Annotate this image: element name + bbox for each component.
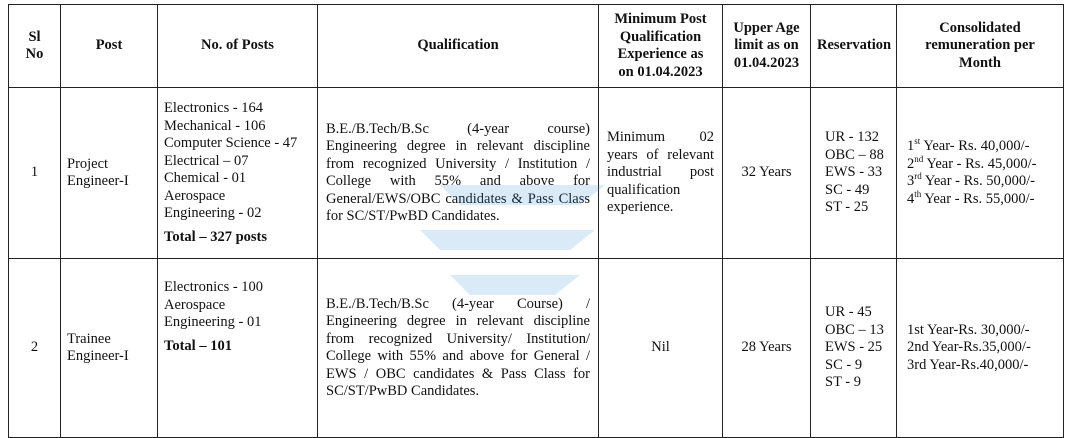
qualification-cell: B.E./B.Tech/B.Sc (4-year Course) / Engineering degree in relevant discipline from recognized University/ Institution/ College with 55% and above for General / EWS / OBC candidates & Pass Class for SC/ST/PwBD Candidates. xyxy=(318,259,599,438)
header-post: Post xyxy=(61,5,158,88)
posts-cell: Electronics - 100 Aerospace Engineering - 01 Total – 101 xyxy=(158,259,318,438)
recruitment-table xyxy=(8,4,1064,438)
table-row xyxy=(9,259,1064,438)
header-row xyxy=(9,5,1064,88)
post-cell: Trainee Engineer-I xyxy=(61,259,158,438)
header-remuneration: Consolidated remuneration per Month xyxy=(897,5,1064,88)
reservation-cell: UR - 132 OBC – 88 EWS - 33 SC - 49 ST - 25 xyxy=(811,88,897,259)
table-row xyxy=(9,88,1064,259)
age-cell: 32 Years xyxy=(723,88,811,259)
header-no-of-posts: No. of Posts xyxy=(158,5,318,88)
sl-no-cell: 2 xyxy=(9,259,61,438)
header-sl-no: Sl No xyxy=(9,5,61,88)
experience-cell: Minimum 02 years of relevant industrial post qualification experience. xyxy=(599,88,723,259)
experience-cell: Nil xyxy=(599,259,723,438)
remuneration-cell: 1st Year-Rs. 30,000/- 2nd Year-Rs.35,000/- 3rd Year-Rs.40,000/- xyxy=(897,259,1064,438)
age-cell: 28 Years xyxy=(723,259,811,438)
posts-cell: Electronics - 164 Mechanical - 106 Computer Science - 47 Electrical – 07 Chemical - 01 Aerospace Engineering - 02 Total – 327 posts xyxy=(158,88,318,259)
header-experience: Minimum Post Qualification Experience as on 01.04.2023 xyxy=(599,5,723,88)
qualification-cell: B.E./B.Tech/B.Sc (4-year course) Engineering degree in relevant discipline from recognized University / Institution / College with 55% and above for General/EWS/OBC candidates & Pass Class for SC/ST/PwBD Candidates. xyxy=(318,88,599,259)
header-upper-age: Upper Age limit as on 01.04.2023 xyxy=(723,5,811,88)
total-posts: Total – 327 posts xyxy=(164,228,268,245)
post-cell: Project Engineer-I xyxy=(61,88,158,259)
header-reservation: Reservation xyxy=(811,5,897,88)
sl-no-cell: 1 xyxy=(9,88,61,259)
remuneration-cell: 1st Year- Rs. 40,000/- 2nd Year - Rs. 45,000/- 3rd Year - Rs. 50,000/- 4th Year - Rs. 55,000/- xyxy=(897,88,1064,259)
total-posts: Total – 101 xyxy=(164,337,232,354)
header-qualification: Qualification xyxy=(318,5,599,88)
reservation-cell: UR - 45 OBC – 13 EWS - 25 SC - 9 ST - 9 xyxy=(811,259,897,438)
